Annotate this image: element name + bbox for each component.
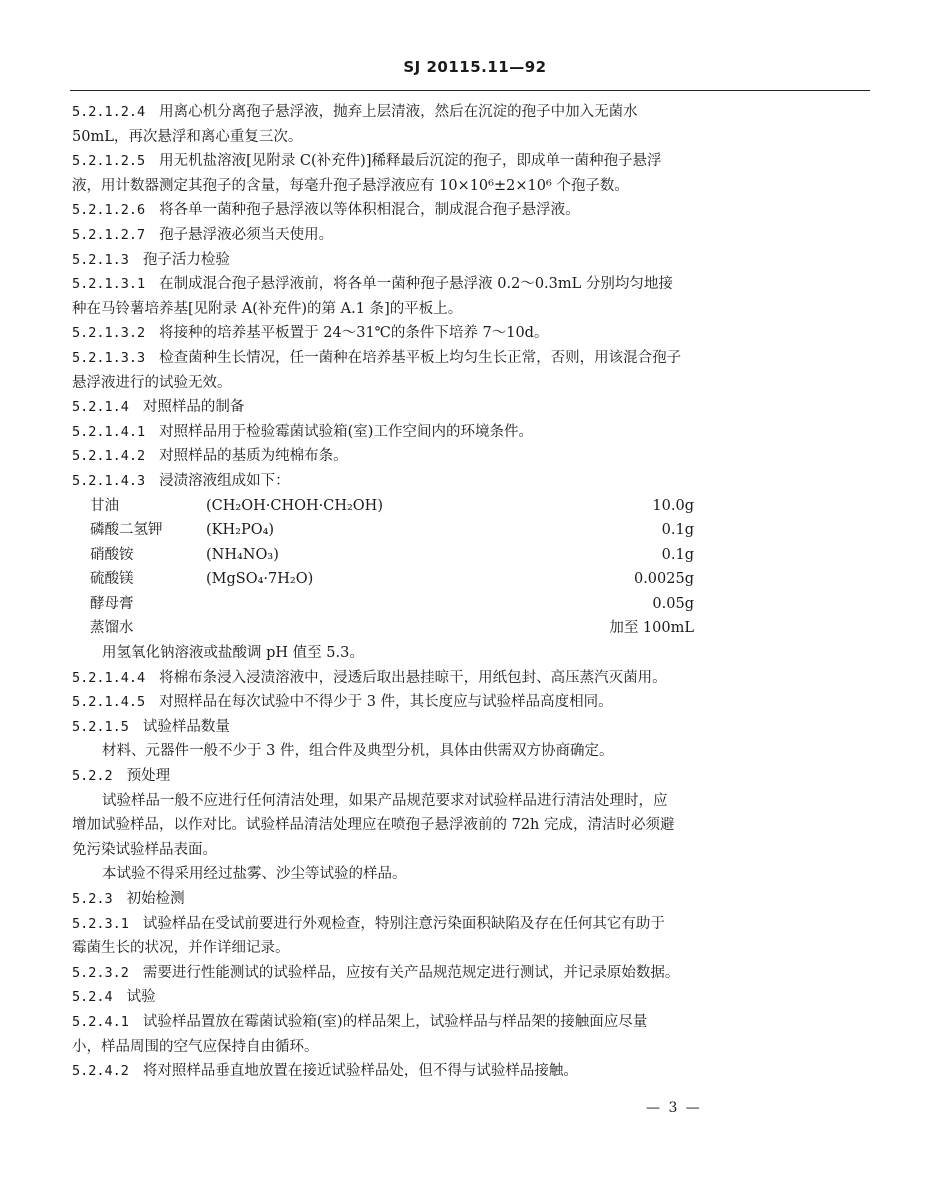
clause-text: 在制成混合孢子悬浮液前，将各单一菌种孢子悬浮液 0.2～0.3mL 分别均匀地接 [159,276,673,293]
clause-line [72,223,872,248]
solution-formula [206,592,544,617]
clause-line [72,690,872,715]
solution-name: 甘油 [90,497,119,514]
document-body [72,100,872,1084]
clause-text: 试验样品在受试前要进行外观检查，特别注意污染面积缺陷及存在任何其它有助于 [142,915,665,932]
solution-amount: 10.0g [652,497,694,514]
clause-number: 5.2.1.3 [72,251,129,268]
clause-number: 5.2.1.4.4 [72,669,146,686]
clause-line [72,1059,872,1084]
clause-text: 将对照样品垂直地放置在接近试验样品处，但不得与试验样品接触。 [142,1063,578,1080]
clause-text: 检查菌种生长情况，任一菌种在培养基平板上均匀生长正常，否则，用该混合孢子 [159,349,682,366]
clause-number: 5.2.4.1 [72,1013,129,1030]
text-line [72,862,872,887]
solution-formula: (KH₂PO₄) [206,522,275,539]
clause-number: 5.2.1.2.7 [72,226,146,243]
solution-amount: 加至 100mL [609,620,694,637]
clause-line [72,444,872,469]
clause-line [72,715,872,740]
solution-name: 硝酸铵 [90,546,134,563]
clause-number: 5.2.1.4.5 [72,694,146,711]
clause-number: 5.2.1.2.5 [72,153,146,170]
clause-line [72,912,872,937]
clause-text: 用氢氧化钠溶液或盐酸调 pH 值至 5.3。 [102,645,364,662]
clause-line [72,321,872,346]
text-line [72,1035,872,1060]
clause-number: 5.2.1.4.1 [72,423,146,440]
clause-line [72,248,872,273]
clause-number: 5.2.3 [72,891,113,907]
clause-text: 将接种的培养基平板置于 24～31℃的条件下培养 7～10d。 [159,325,549,342]
clause-line [72,887,872,912]
clause-text: 孢子活力检验 [142,251,230,268]
solution-row [72,518,872,543]
clause-text: 对照样品的基质为纯棉布条。 [159,448,348,465]
clause-text: 材料、元器件一般不少于 3 件，组合件及典型分机，具体由供需双方协商确定。 [102,743,614,760]
text-line [72,174,872,199]
text-line [72,297,872,322]
solution-row [72,494,872,519]
clause-line [72,985,872,1010]
solution-name: 硫酸镁 [90,571,134,588]
solution-name: 蒸馏水 [90,620,134,637]
clause-line [72,1010,872,1035]
clause-text: 需要进行性能测试的试验样品，应按有关产品规范规定进行测试，并记录原始数据。 [142,964,680,981]
text-line [72,936,872,961]
solution-amount: 0.1g [661,546,694,563]
clause-text: 增加试验样品，以作对比。试验样品清洁处理应在喷孢子悬浮液前的 72h 完成，清洁时必须避 [72,817,675,834]
clauses-block-1 [72,100,872,494]
clause-text: 预处理 [126,768,171,785]
clause-line [72,764,872,789]
clause-line [72,346,872,371]
clause-line [72,420,872,445]
clause-text: 对照样品在每次试验中不得少于 3 件，其长度应与试验样品高度相同。 [159,694,613,711]
clause-line [72,469,872,494]
clause-text: 免污染试验样品表面。 [72,841,217,858]
solution-amount: 0.05g [652,595,694,612]
clause-text: 对照样品的制备 [142,399,245,416]
clause-number: 5.2.3.1 [72,915,129,932]
clause-text: 将各单一菌种孢子悬浮液以等体积相混合，制成混合孢子悬浮液。 [159,202,580,219]
clause-number: 5.2.2 [72,768,113,785]
clause-number: 5.2.1.2.4 [72,104,146,120]
clause-text: 试验 [126,989,156,1006]
clause-line [72,395,872,420]
clause-number: 5.2.4.2 [72,1063,129,1080]
clause-text: 本试验不得采用经过盐雾、沙尘等试验的样品。 [102,866,407,883]
clause-text: 霉菌生长的状况，并作详细记录。 [72,940,290,957]
clause-text: 将棉布条浸入浸渍溶液中，浸透后取出悬挂晾干，用纸包封、高压蒸汽灭菌用。 [159,669,667,686]
clause-text: 用离心机分离孢子悬浮液，抛弃上层清液，然后在沉淀的孢子中加入无菌水 [159,104,638,120]
clause-text: 种在马铃薯培养基[见附录 A(补充件)的第 A.1 条]的平板上。 [72,300,463,317]
clause-text: 试验样品数量 [142,718,230,735]
solution-row [72,567,872,592]
clause-number: 5.2.1.2.6 [72,202,146,219]
solution-formula: (CH₂OH·CHOH·CH₂OH) [206,497,383,514]
clause-line [72,961,872,986]
solution-composition-table [72,494,872,642]
clause-text: 初始检测 [126,891,185,907]
solution-row [72,543,872,568]
clause-number: 5.2.4 [72,989,113,1006]
clause-line [72,149,872,174]
clause-number: 5.2.1.3.3 [72,349,146,366]
solution-amount: 0.1g [661,522,694,539]
clause-number: 5.2.3.2 [72,964,129,981]
clause-number: 5.2.1.3.1 [72,276,146,293]
clause-number: 5.2.1.4 [72,399,129,416]
solution-row [72,616,872,641]
solution-name: 磷酸二氢钾 [90,522,163,539]
solution-formula [206,616,544,641]
solution-row [72,592,872,617]
clause-number: 5.2.1.4.2 [72,448,146,465]
text-line [72,789,872,814]
clause-line [72,272,872,297]
clause-number: 5.2.1.4.3 [72,472,146,489]
clause-text: 孢子悬浮液必须当天使用。 [159,226,334,243]
clause-text: 浸渍溶液组成如下： [159,472,290,489]
clause-number: 5.2.1.3.2 [72,325,146,342]
text-line [72,813,872,838]
clause-line [72,666,872,691]
clause-text: 液，用计数器测定其孢子的含量，每毫升孢子悬浮液应有 10×10⁶±2×10⁶ 个孢子数。 [72,177,629,194]
text-line [72,838,872,863]
solution-name: 酵母膏 [90,595,134,612]
text-line [72,371,872,396]
clause-text: 悬浮液进行的试验无效。 [72,374,232,391]
text-line [72,125,872,150]
clause-text: 试验样品置放在霉菌试验箱(室)的样品架上，试验样品与样品架的接触面应尽量 [142,1013,648,1030]
clause-text: 用无机盐溶液[见附录 C(补充件)]稀释最后沉淀的孢子，即成单一菌种孢子悬浮 [159,153,662,170]
clause-number: 5.2.1.5 [72,718,129,735]
clause-text: 50mL，再次悬浮和离心重复三次。 [72,128,303,145]
solution-formula: (NH₄NO₃) [206,546,279,563]
text-line [72,641,872,666]
solution-formula: (MgSO₄·7H₂O) [206,571,314,588]
text-line [72,739,872,764]
clause-line [72,198,872,223]
clauses-block-2 [72,641,872,1084]
solution-amount: 0.0025g [633,571,694,588]
clause-line [72,100,872,125]
clause-text: 小，样品周围的空气应保持自由循环。 [72,1038,319,1055]
clause-text: 试验样品一般不应进行任何清洁处理，如果产品规范要求对试验样品进行清洁处理时，应 [102,792,668,809]
header-divider [70,90,870,91]
page-number: — 3 — [646,1100,702,1116]
standard-number-header: SJ 20115.11—92 [403,58,547,76]
clause-text: 对照样品用于检验霉菌试验箱(室)工作空间内的环境条件。 [159,423,533,440]
